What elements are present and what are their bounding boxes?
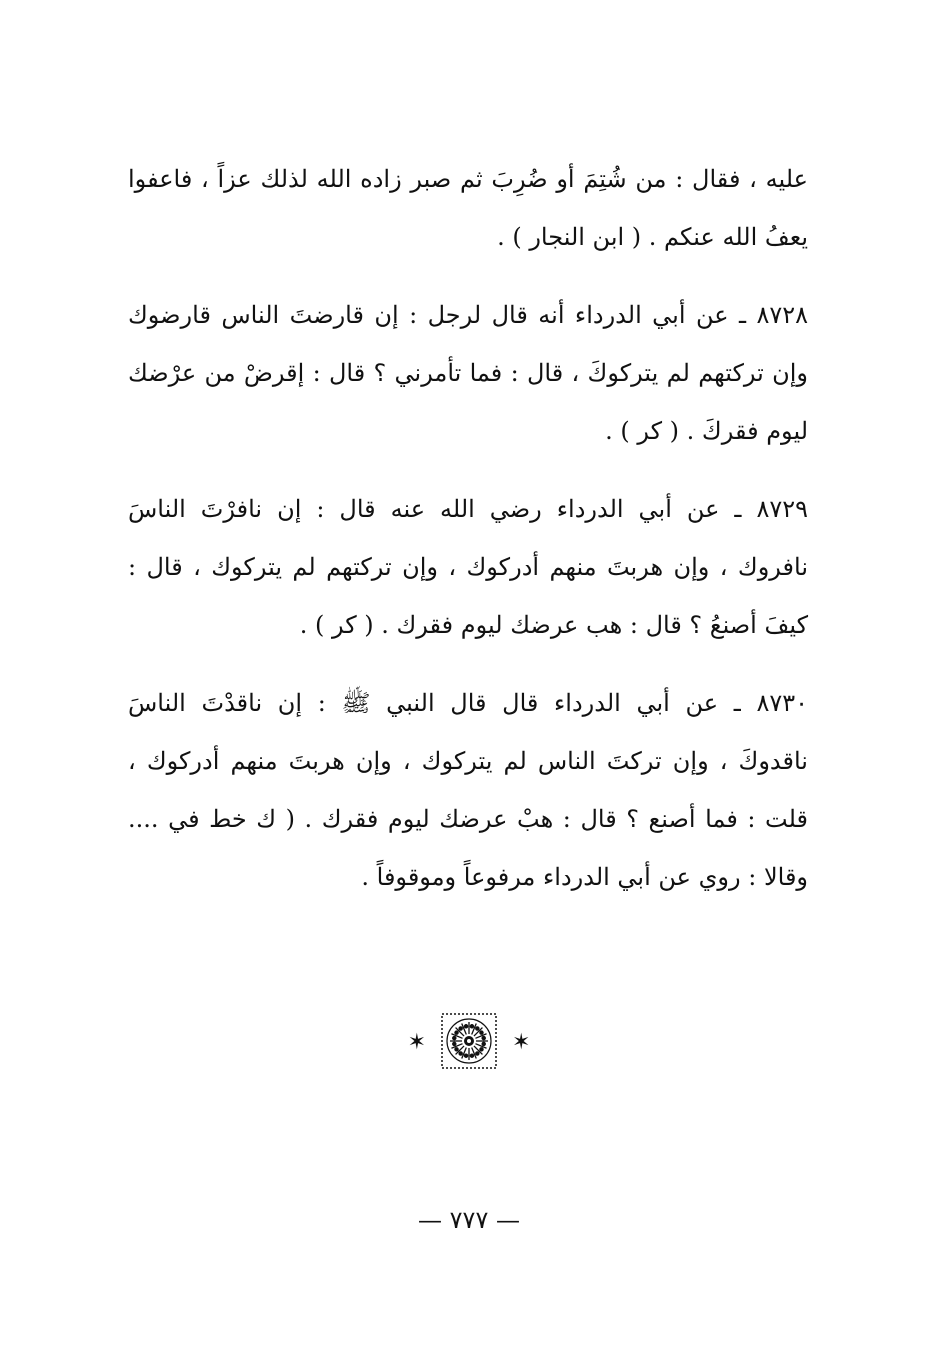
text-line: ٨٧٢٩ ـ عن أبي الدرداء رضي الله عنه قال : إن نافرْتَ الناسَ (128, 495, 808, 523)
text-line: وإن تركتهم لم يتركوكَ ، قال : فما تأمرني ؟ قال : إقرضْ من عرْضك (128, 359, 808, 387)
text-line: وقالا : روي عن أبي الدرداء مرفوعاً وموقوفاً . (361, 863, 808, 891)
star-icon: ✶ (512, 1030, 531, 1055)
text-line: ٨٧٢٨ ـ عن أبي الدرداء أنه قال لرجل : إن قارضتَ الناس قارضوك (128, 301, 808, 329)
text-line: ليوم فقركَ . ( كر ) . (605, 417, 808, 445)
text-line: قلت : فما أصنع ؟ قال : هبْ عرضك ليوم فقرك . ( ك خط في .... (128, 805, 808, 833)
page-number: — ٧٧٧ — (418, 1206, 520, 1234)
page-body (128, 150, 808, 926)
floral-ornament-icon (440, 1012, 498, 1074)
text-line: ناقدوكَ ، وإن تركتَ الناس لم يتركوك ، وإن هربتَ منهم أدركوك ، (128, 747, 808, 775)
text-line: كيفَ أصنعُ ؟ قال : هب عرضك ليوم فقرك . ( كر ) . (299, 611, 808, 639)
hadith-8728 (128, 286, 808, 460)
text-line: عليه ، فقال : من شُتِمَ أو ضُرِبَ ثم صبر زاده الله لذلك عزاً ، فاعفوا (128, 165, 808, 193)
star-icon: ✶ (407, 1030, 426, 1055)
hadith-8730 (128, 674, 808, 906)
hadith-continuation (128, 150, 808, 266)
text-line: يعفُ الله عنكم . ( ابن النجار ) . (497, 223, 808, 251)
text-line: ٨٧٣٠ ـ عن أبي الدرداء قال قال النبي ﷺ : إن ناقدْتَ الناسَ (128, 689, 808, 717)
hadith-8729 (128, 480, 808, 654)
section-ornament (0, 1012, 938, 1074)
text-line: نافروك ، وإن هربتَ منهم أدركوك ، وإن تركتهم لم يتركوك ، قال : (128, 553, 808, 581)
